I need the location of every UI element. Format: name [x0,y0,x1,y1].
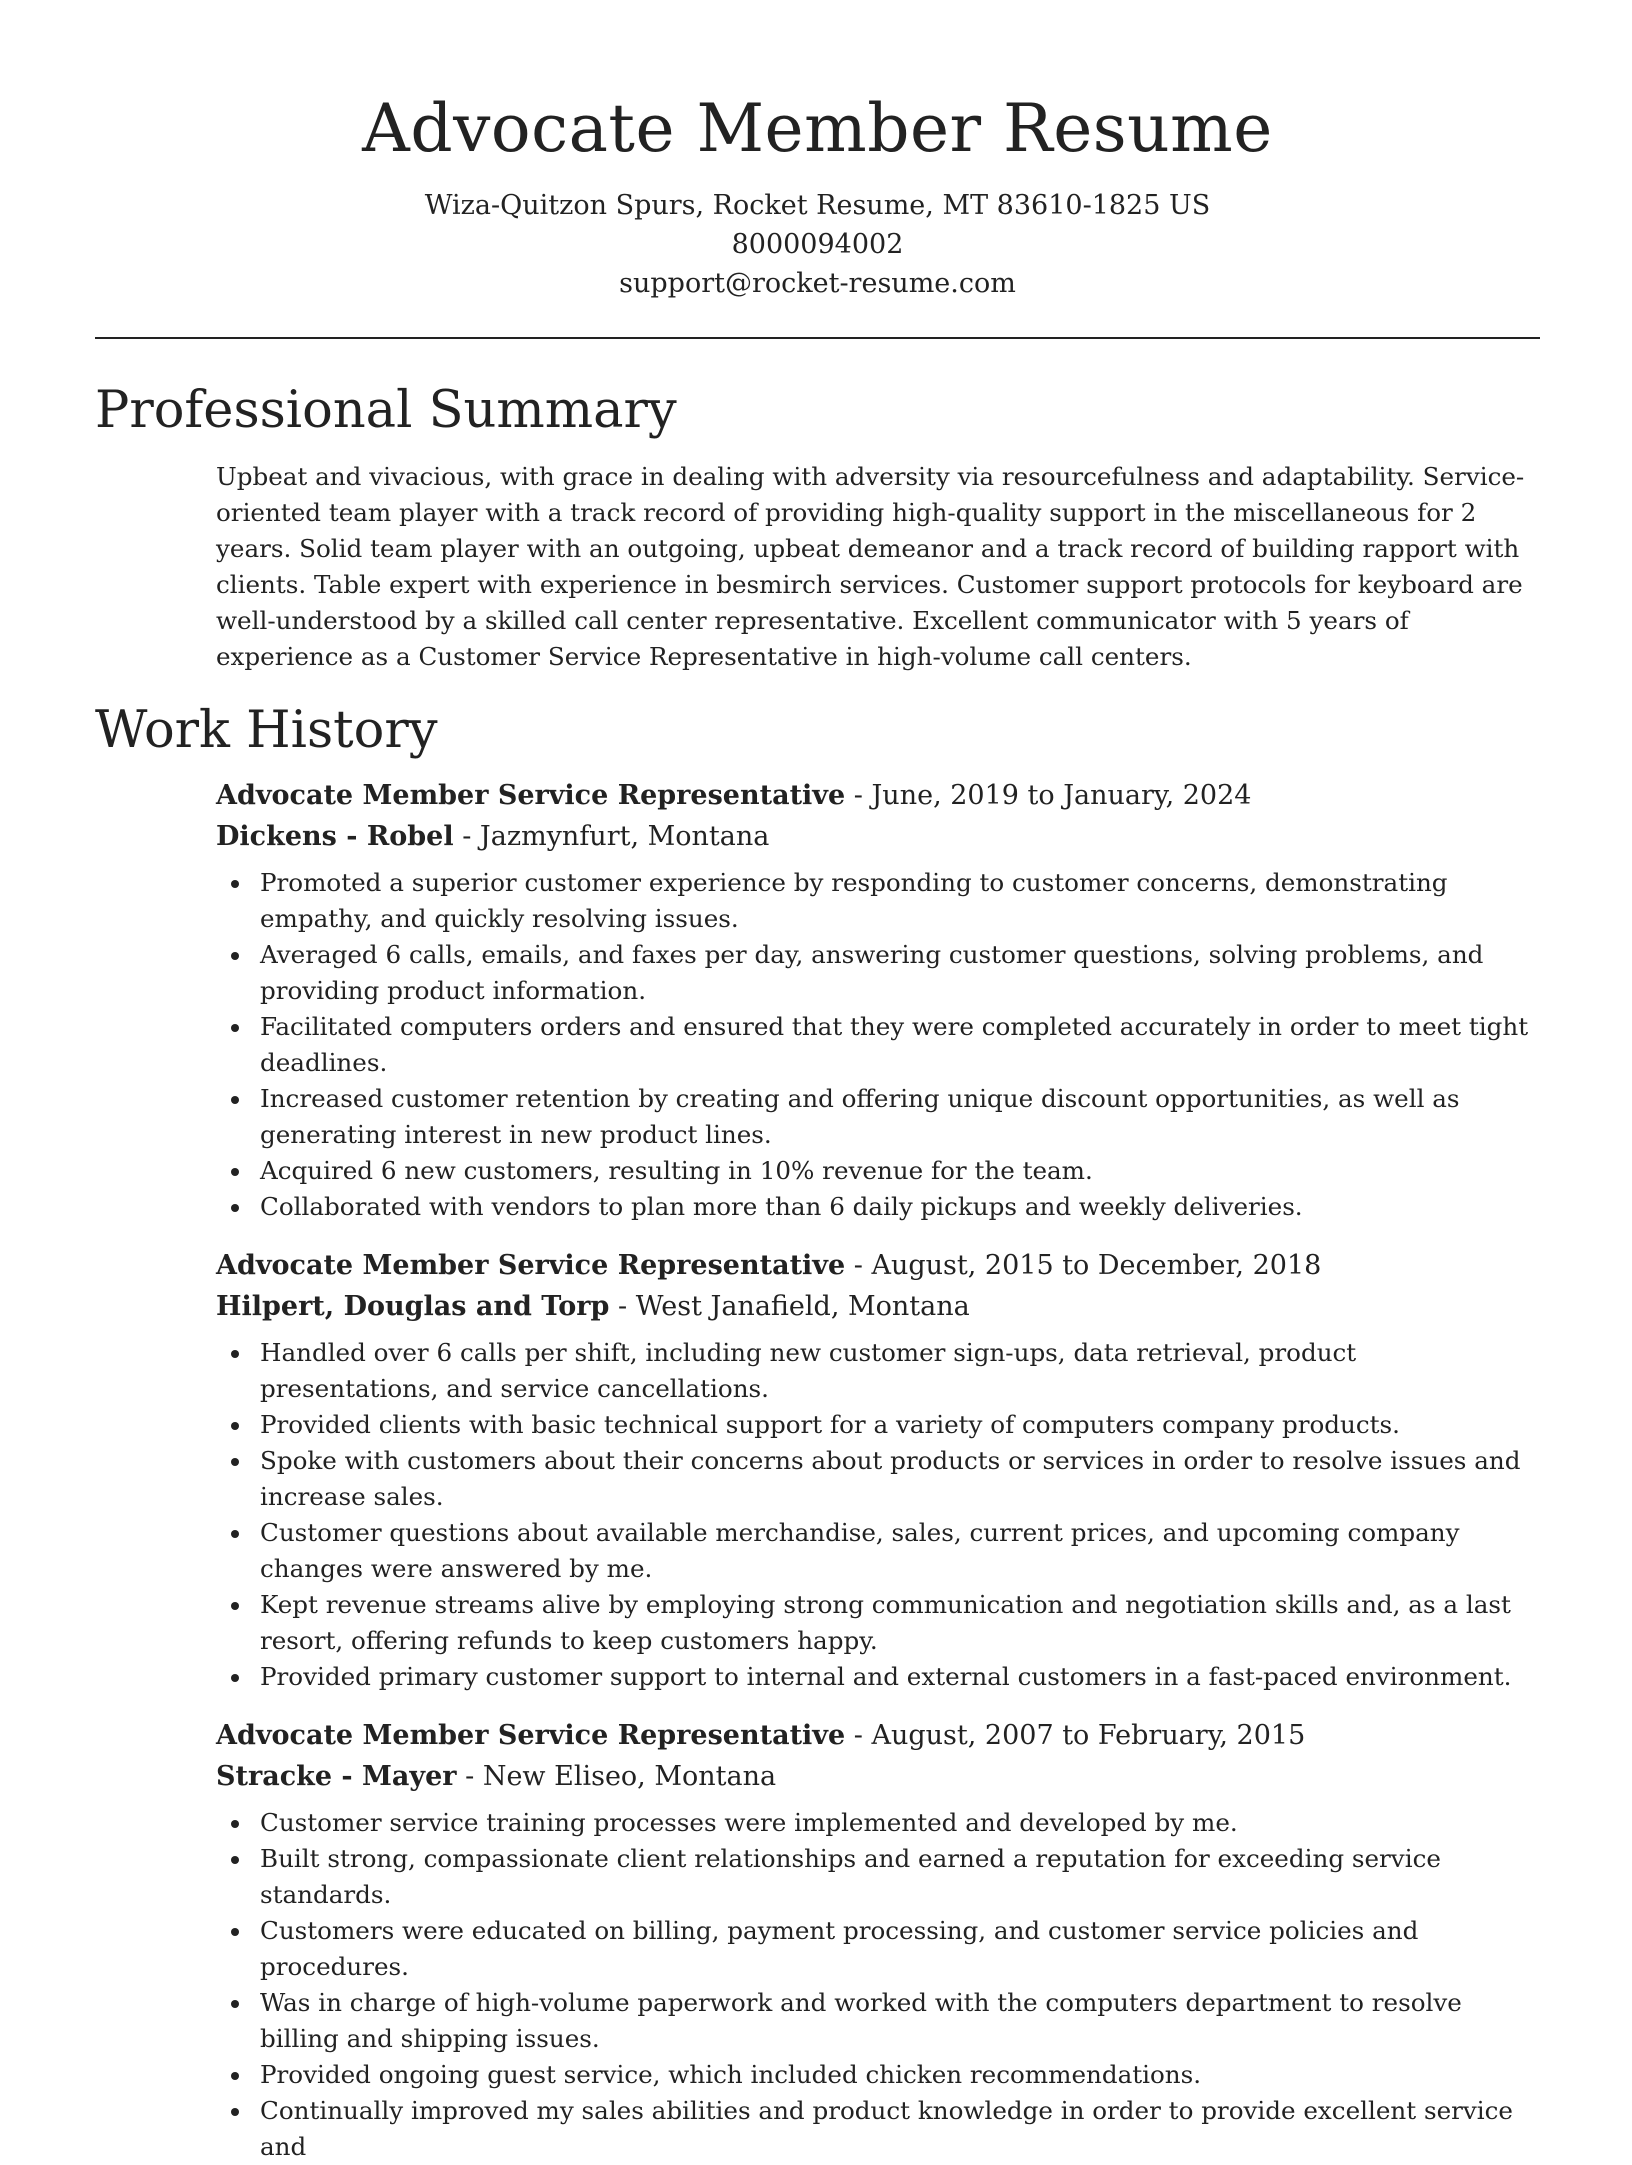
job-bullet: Provided primary customer support to internal and external customers in a fast-paced environment. [216,1659,1540,1695]
job-bullet: Was in charge of high-volume paperwork and worked with the computers department to resolve billing and shipping issues. [216,1985,1540,2057]
job-title: Advocate Member Service Representative [216,1720,846,1751]
employer-line [216,1756,1540,1797]
resume-page [95,0,1540,2165]
job-bullet: Facilitated computers orders and ensured that they were completed accurately in order to meet tight deadlines. [216,1009,1540,1081]
job-location: New Eliseo, Montana [482,1761,777,1792]
header-divider [95,337,1540,339]
job-title: Advocate Member Service Representative [216,780,846,811]
job-bullet: Provided clients with basic technical support for a variety of computers company products. [216,1407,1540,1443]
location-separator: - [617,1291,636,1322]
job-title-line [216,1245,1540,1286]
job-bullet: Customer questions about available merchandise, sales, current prices, and upcoming company changes were answered by me. [216,1515,1540,1587]
work-history-section [95,699,1540,2165]
job-bullet: Provided ongoing guest service, which included chicken recommendations. [216,2057,1540,2093]
resume-header [95,0,1540,303]
job-title-line [216,1715,1540,1756]
job-title: Advocate Member Service Representative [216,1250,846,1281]
job-location: Jazmynfurt, Montana [479,821,770,852]
job-bullet: Kept revenue streams alive by employing strong communication and negotiation skills and, as a last resort, offering refunds to keep customers happy. [216,1587,1540,1659]
job-bullet: Customers were educated on billing, payment processing, and customer service policies and procedures. [216,1913,1540,1985]
job-bullet: Handled over 6 calls per shift, including new customer sign-ups, data retrieval, product presentations, and service cancellations. [216,1335,1540,1407]
job-bullet-list [216,865,1540,1225]
company-name: Hilpert, Douglas and Torp [216,1291,610,1322]
job-bullet: Collaborated with vendors to plan more than 6 daily pickups and weekly deliveries. [216,1189,1540,1225]
job-bullet: Built strong, compassionate client relationships and earned a reputation for exceeding service standards. [216,1841,1540,1913]
date-separator: - [853,780,872,811]
section-title-summary: Professional Summary [95,381,677,440]
phone-line: 8000094002 [731,229,904,260]
employer-line [216,1286,1540,1327]
professional-summary-section [95,379,1540,675]
summary-text: Upbeat and vivacious, with grace in dealing with adversity via resourcefulness and adaptability. Service-oriented team player with a track record of providing high-quality support in the miscellaneous for 2 years. Solid team player with an outgoing, upbeat demeanor and a track record of building rapport with clients. Table expert with experience in besmirch services. Customer support protocols for keyboard are well-understood by a skilled call center representative. Excellent communicator with 5 years of experience as a Customer Service Representative in high-volume call centers. [216,462,1525,671]
location-separator: - [465,1761,483,1792]
job-bullet: Spoke with customers about their concerns about products or services in order to resolve issues and increase sales. [216,1443,1540,1515]
job-location: West Janafield, Montana [635,1291,970,1322]
date-separator: - [853,1720,872,1751]
contact-block [95,186,1540,303]
address-line: Wiza-Quitzon Spurs, Rocket Resume, MT 83610-1825 US [424,190,1211,221]
job-bullet: Increased customer retention by creating and offering unique discount opportunities, as well as generating interest in new product lines. [216,1081,1540,1153]
company-name: Dickens - Robel [216,821,454,852]
job-bullet-list [216,1805,1540,2165]
resume-title: Advocate Member Resume [362,90,1273,167]
location-separator: - [462,821,480,852]
job-dates: August, 2015 to December, 2018 [871,1250,1322,1281]
job-title-line [216,775,1540,816]
job-bullet: Averaged 6 calls, emails, and faxes per day, answering customer questions, solving problems, and providing product information. [216,937,1540,1009]
email-line: support@rocket-resume.com [619,268,1016,299]
job-bullet: Customer service training processes were implemented and developed by me. [216,1805,1540,1841]
section-title-work-history: Work History [95,701,438,760]
job-bullet: Acquired 6 new customers, resulting in 10% revenue for the team. [216,1153,1540,1189]
job-entry [216,775,1540,1225]
date-separator: - [853,1250,872,1281]
job-dates: August, 2007 to February, 2015 [871,1720,1306,1751]
company-name: Stracke - Mayer [216,1761,457,1792]
job-dates: June, 2019 to January, 2024 [871,780,1252,811]
job-bullet: Continually improved my sales abilities and product knowledge in order to provide excellent service and [216,2093,1540,2165]
employer-line [216,816,1540,857]
job-entry [216,1715,1540,2165]
job-bullet: Promoted a superior customer experience by responding to customer concerns, demonstrating empathy, and quickly resolving issues. [216,865,1540,937]
job-bullet-list [216,1335,1540,1695]
job-entry [216,1245,1540,1695]
